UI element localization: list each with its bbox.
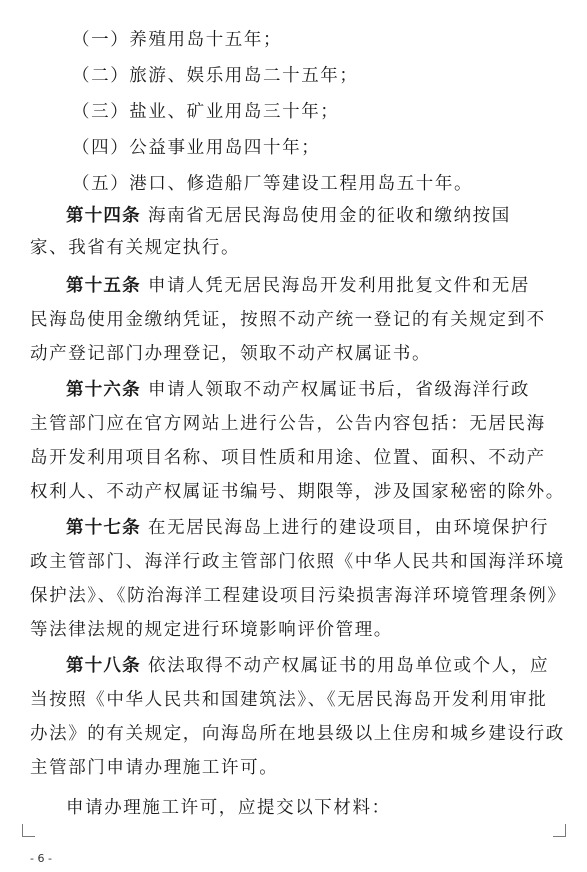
- article-18-line: 第十八条 依法取得不动产权属证书的用岛单位或个人，应: [66, 656, 550, 676]
- article-heading: 第十六条: [66, 380, 141, 400]
- page-number: - 6 -: [30, 852, 52, 865]
- text-line: （四）公益事业用岛四十年；: [72, 138, 321, 158]
- text-line: 岛开发利用项目名称、项目性质和用途、位置、面积、不动产: [30, 448, 546, 468]
- article-heading: 第十七条: [66, 518, 141, 538]
- text-line: 主管部门申请办理施工许可。: [30, 758, 279, 778]
- article-heading: 第十八条: [66, 656, 141, 676]
- article-heading: 第十五条: [66, 276, 141, 296]
- text-line: 保护法》、《防治海洋工程建设项目污染损害海洋环境管理条例》: [30, 586, 567, 606]
- article-16-line: 第十六条 申请人领取不动产权属证书后，省级海洋行政: [66, 380, 530, 400]
- text-line: 动产登记部门办理登记，领取不动产权属证书。: [30, 344, 432, 364]
- text-line: 申请办理施工许可，应提交以下材料：: [66, 798, 391, 818]
- text-line: （一）养殖用岛十五年；: [72, 30, 283, 50]
- text-line: （二）旅游、娱乐用岛二十五年；: [72, 66, 359, 86]
- text-line: 当按照《中华人民共和国建筑法》、《无居民海岛开发利用审批: [30, 690, 548, 710]
- text-line: 家、我省有关规定执行。: [30, 238, 241, 258]
- text-line: 等法律法规的规定进行环境影响评价管理。: [30, 620, 393, 640]
- article-heading: 第十四条: [66, 206, 141, 226]
- text-line: 办法》的有关规定，向海岛所在地县级以上住房和城乡建设行政: [30, 724, 565, 744]
- text-line: （三）盐业、矿业用岛三十年；: [72, 102, 340, 122]
- text-line: （五）港口、修造船厂等建设工程用岛五十年。: [72, 174, 474, 194]
- article-15-line: 第十五条 申请人凭无居民海岛开发利用批复文件和无居: [66, 276, 530, 296]
- text-line: 民海岛使用金缴纳凭证，按照不动产统一登记的有关规定到不: [30, 310, 546, 330]
- article-17-line: 第十七条 在无居民海岛上进行的建设项目，由环境保护行: [66, 518, 550, 538]
- article-14-line: 第十四条 海南省无居民海岛使用金的征收和缴纳按国: [66, 206, 511, 226]
- crop-mark-bottom-right: [553, 824, 566, 837]
- text-line: 政主管部门、海洋行政主管部门依照《中华人民共和国海洋环境: [30, 552, 565, 572]
- crop-mark-bottom-left: [22, 824, 35, 837]
- text-line: 权利人、不动产权属证书编号、期限等，涉及国家秘密的除外。: [30, 482, 565, 502]
- text-line: 主管部门应在官方网站上进行公告，公告内容包括：无居民海: [30, 414, 546, 434]
